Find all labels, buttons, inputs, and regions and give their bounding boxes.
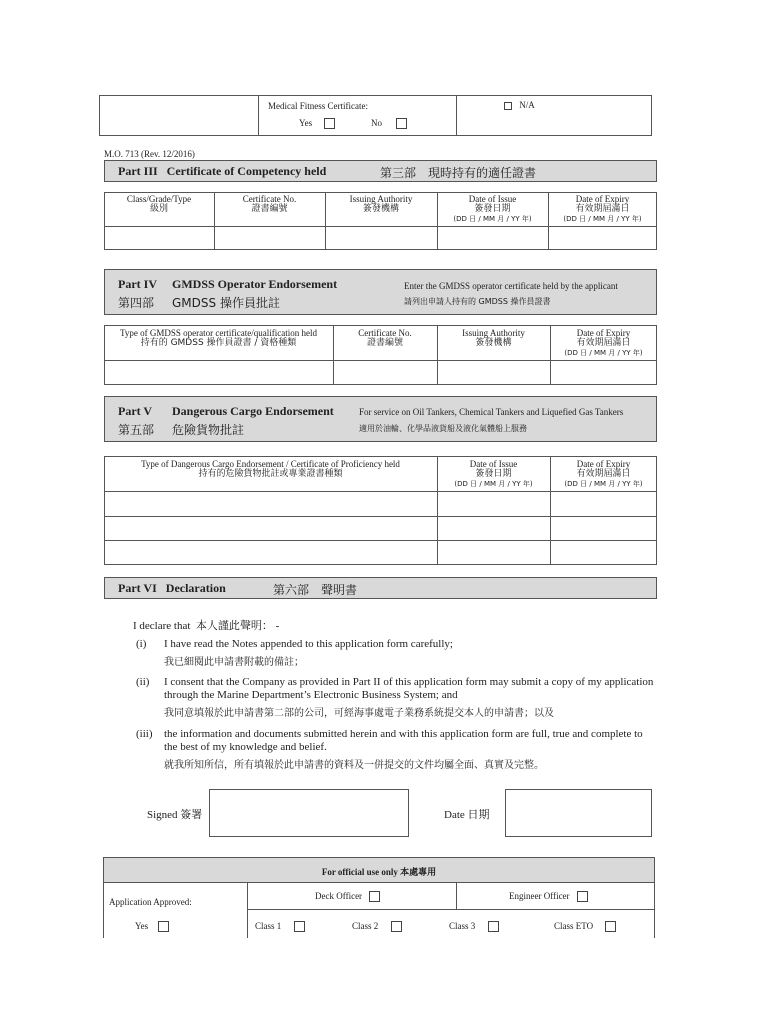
part4-note: Enter the GMDSS operator certificate held by the applicant xyxy=(404,281,618,291)
medical-na-option: N/A xyxy=(504,100,535,110)
declaration-item-3-number: (iii) xyxy=(136,728,153,740)
part6-title-zh: 第六部 聲明書 xyxy=(273,583,358,597)
part4-note-zh: 請列出申請人持有的 GMDSS 操作員證書 xyxy=(404,297,551,306)
engineer-officer-option: Engineer Officer xyxy=(509,891,588,902)
official-title: For official use only 本處專用 xyxy=(321,867,437,877)
part4-number: Part IV xyxy=(118,277,157,291)
part3-col-expiry-date: Date of Expiry 有效期屆滿日 (DD 日 / MM 月 / YY 年) xyxy=(563,194,642,223)
class1-option: Class 1 xyxy=(255,921,305,932)
date-box[interactable] xyxy=(505,789,652,837)
part3-title-zh: 第三部 現時持有的適任證書 xyxy=(380,166,537,180)
signature-box[interactable] xyxy=(209,789,409,837)
declaration-item-2-number: (ii) xyxy=(136,676,150,688)
declaration-item-1-number: (i) xyxy=(136,638,147,650)
medical-yes-option: Yes xyxy=(299,118,335,129)
approved-yes-checkbox[interactable] xyxy=(158,921,169,932)
medical-no-checkbox[interactable] xyxy=(396,118,407,129)
part5-name-zh: 危險貨物批註 xyxy=(172,423,245,437)
engineer-officer-checkbox[interactable] xyxy=(577,891,588,902)
part3-col-authority: Issuing Authority 簽發機構 xyxy=(349,194,413,214)
part3-col-issue-date: Date of Issue 簽發日期 (DD 日 / MM 月 / YY 年) xyxy=(453,194,532,223)
part5-note-zh: 適用於油輪、化學品液貨船及液化氣體船上服務 xyxy=(359,424,527,433)
declaration-intro: I declare that 本人謹此聲明： - xyxy=(133,620,280,632)
part3-title: Part III Certificate of Competency held xyxy=(118,164,327,178)
declaration-item-2-zh: 我同意填報於此申請書第二部的公司，可經海事處電子業務系統提交本人的申請書；以及 xyxy=(164,708,554,719)
class-eto-checkbox[interactable] xyxy=(605,921,616,932)
signed-label: Signed 簽署 xyxy=(147,809,203,821)
declaration-item-1-zh: 我已細閱此申請書附載的備註； xyxy=(164,657,304,668)
class-eto-option: Class ETO xyxy=(554,921,616,932)
part6-title: Part VI Declaration xyxy=(118,581,226,595)
part5-entry-row-1[interactable] xyxy=(105,492,656,515)
part3-entry-row[interactable] xyxy=(105,227,656,249)
declaration-item-3-zh: 就我所知所信，所有填報於此申請書的資料及一併提交的文件均屬全面、真實及完整。 xyxy=(164,760,544,771)
part4-col-expiry-date: Date of Expiry 有效期屆滿日 (DD 日 / MM 月 / YY 年) xyxy=(564,328,643,357)
part5-name: Dangerous Cargo Endorsement xyxy=(172,404,334,418)
medical-yes-checkbox[interactable] xyxy=(324,118,335,129)
class2-checkbox[interactable] xyxy=(391,921,402,932)
application-approved-label: Application Approved: xyxy=(109,897,192,907)
date-label: Date 日期 xyxy=(444,809,490,821)
part4-entry-row[interactable] xyxy=(105,361,656,384)
class2-option: Class 2 xyxy=(352,921,402,932)
deck-officer-checkbox[interactable] xyxy=(369,891,380,902)
class3-checkbox[interactable] xyxy=(488,921,499,932)
part4-name-zh: GMDSS 操作員批註 xyxy=(172,296,280,310)
medical-na-checkbox[interactable] xyxy=(504,102,512,110)
part5-entry-row-3[interactable] xyxy=(105,541,656,564)
part5-col-issue-date: Date of Issue 簽發日期 (DD 日 / MM 月 / YY 年) xyxy=(454,459,533,488)
part5-number: Part V xyxy=(118,404,153,418)
approved-yes-option: Yes xyxy=(135,921,169,932)
part5-col-expiry-date: Date of Expiry 有效期屆滿日 (DD 日 / MM 月 / YY 年) xyxy=(564,459,643,488)
medical-fitness-label: Medical Fitness Certificate: xyxy=(268,101,368,111)
part4-col-authority: Issuing Authority 簽發機構 xyxy=(462,328,525,348)
part5-col-type: Type of Dangerous Cargo Endorsement / Certificate of Proficiency held 持有的危險貨物批註或專業證書種類 xyxy=(141,459,400,479)
declaration-item-3: the information and documents submitted herein and with this application form are full, true and complete to the best of my knowledge and belief. xyxy=(164,728,643,753)
part4-number-zh: 第四部 xyxy=(118,296,155,310)
part3-col-cert-no: Certificate No. 證書編號 xyxy=(242,194,297,214)
part5-note: For service on Oil Tankers, Chemical Tankers and Liquefied Gas Tankers xyxy=(359,407,624,417)
part5-number-zh: 第五部 xyxy=(118,423,155,437)
class3-option: Class 3 xyxy=(449,921,499,932)
deck-officer-option: Deck Officer xyxy=(315,891,380,902)
form-reference: M.O. 713 (Rev. 12/2016) xyxy=(104,149,195,159)
declaration-item-1: I have read the Notes appended to this application form carefully; xyxy=(164,638,453,650)
class1-checkbox[interactable] xyxy=(294,921,305,932)
part4-col-type: Type of GMDSS operator certificate/qualification held 持有的 GMDSS 操作員證書 / 資格種類 xyxy=(119,328,318,348)
medical-fitness-table xyxy=(99,95,652,136)
declaration-item-2: I consent that the Company as provided in Part II of this application form may submit a copy of my application through the Marine Department’s Electronic Business System; and xyxy=(164,676,654,701)
medical-no-option: No xyxy=(371,118,407,129)
part4-name: GMDSS Operator Endorsement xyxy=(172,277,338,291)
part3-col-class: Class/Grade/Type 級別 xyxy=(126,194,192,214)
part4-col-cert-no: Certificate No. 證書編號 xyxy=(358,328,412,348)
part5-entry-row-2[interactable] xyxy=(105,517,656,539)
